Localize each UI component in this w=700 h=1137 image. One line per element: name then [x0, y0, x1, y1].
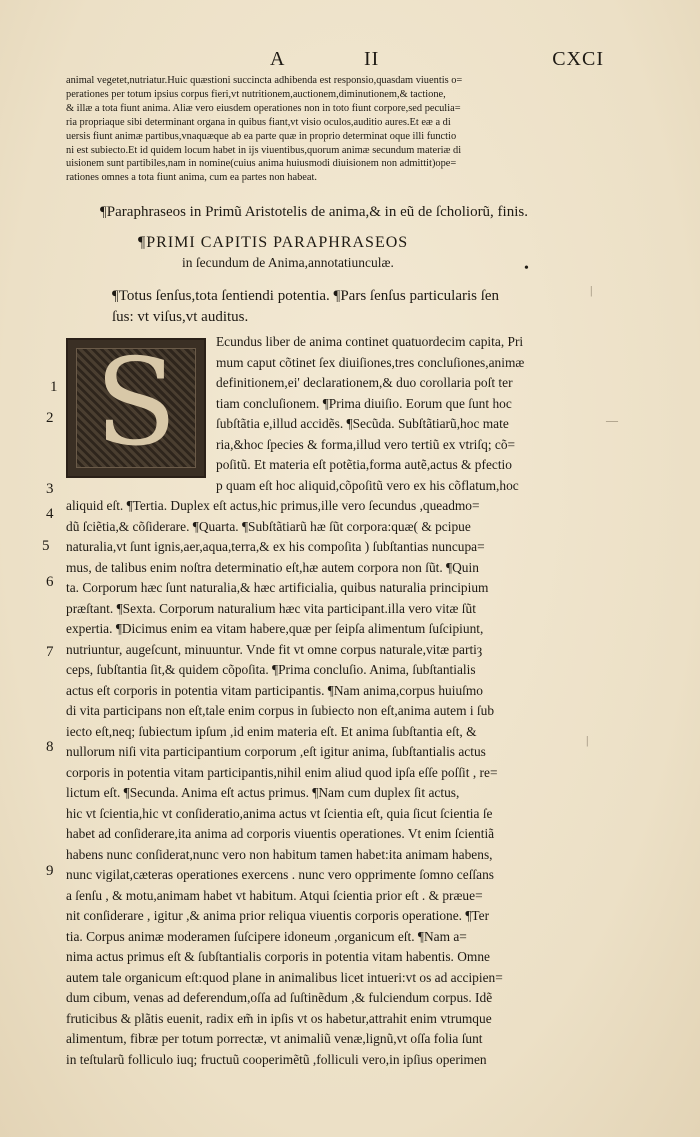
folio-number: CXCI: [552, 48, 604, 70]
body-line: habens nunc conſiderat,nunc vero non habitum tamen habet:ita animam habens,: [66, 846, 493, 862]
margin-number: 5: [42, 538, 50, 554]
margin-number: 7: [46, 644, 54, 660]
finis-line: ¶Paraphraseos in Primũ Aristotelis de anima,& in eũ de ſcholiorũ, finis.: [100, 204, 528, 220]
text-line: animal vegetet,nutriatur.Huic quæstioni succincta adhibenda est responsio,quasdam viuentis o=: [66, 75, 463, 86]
body-line: poſitũ. Et materia eſt potẽtia,forma autẽ,actus & pfectio: [216, 457, 512, 472]
body-line: mum caput cõtinet ſex diuiſiones,tres concluſiones,animæ: [216, 354, 525, 370]
pilcrow-icon: ¶: [100, 204, 107, 220]
section-title: ¶PRIMI CAPITIS PARAPHRASEOS: [138, 234, 409, 251]
body-line: ria,&hoc ſpecies & forma,illud vero tertiũ ex vtriſq; cõ=: [216, 436, 516, 452]
body-line: expertia. ¶Dicimus enim ea vitam habere,quæ per ſeipſa alimentum ſuſcipiunt,: [66, 621, 484, 636]
body-line: tia. Corpus animæ moderamen ſuſcipere idoneum ,organicum eſt. ¶Nam a=: [66, 928, 467, 944]
margin-number: 8: [46, 739, 54, 755]
margin-mark: |: [590, 283, 593, 297]
body-line: iecto eſt,neq; ſubiectum ipſum ,id enim materia eſt. Et anima ſubſtantia eſt, &: [66, 723, 477, 739]
body-line: Ecundus liber de anima continet quatuordecim capita, Pri: [216, 334, 524, 349]
text-line: ria propriaque sibi determinant organa in quibus fiant,vt visio oculos,auditio aures.Et eæ a di: [66, 116, 451, 128]
top-paragraph: [66, 74, 606, 185]
body-line: definitionem,ei' declarationem,& duo corollaria poſt ter: [216, 375, 513, 390]
note-line: ¶Totus ſenſus,tota ſentiendi potentia. ¶Pars ſenſus particularis ſen: [112, 288, 500, 304]
body-line: actus eſt corporis in potentia vitam participantis. ¶Nam anima,corpus huiuſmo: [66, 682, 483, 698]
margin-mark: |: [586, 733, 589, 747]
body-line: alimentum, fibræ per totum porrectæ, vt animaliũ venæ,lignũ,vt oſſa folia ſunt: [66, 1031, 483, 1046]
body-line: di vita participans non eſt,tale enim corpus in ſubiecto non eſt,anima autem i ſub: [66, 703, 495, 718]
note-line: ſus: vt viſus,vt auditus.: [112, 309, 249, 325]
body-line: ceps, ſubſtantia ſit,& quidem cõpoſita. ¶Prima concluſio. Anima, ſubſtantialis: [66, 662, 476, 677]
text-line: perationes per totum ipsius corpus fieri,vt nutritionem,auctionem,diminutionem,& tactione,: [66, 88, 446, 100]
body-line: ta. Corporum hæc ſunt naturalia,& hæc artificialia, quibus naturalia principium: [66, 580, 489, 595]
body-line: aliquid eſt. ¶Tertia. Duplex eſt actus,hic primus,ille vero ſecundus ,queadmo=: [66, 498, 480, 513]
body-line: autem tale organicum eſt:quod plane in animalibus licet intueri:vt os ad accipien=: [66, 969, 503, 985]
body-line: nunc vigilat,cæteras operationes exercens . nunc vero opprimente ſomno ceſſans: [66, 867, 494, 882]
text-line: uersis fiunt animæ partibus,vnaquæque ab ea parte quæ in proprio determinat oque illi functio: [66, 130, 457, 142]
margin-mark: —: [606, 413, 618, 427]
body-line: in teſtularũ folliculo iuq; fructuũ cooperimẽtũ ,folliculi vero,in ipſius operimen: [66, 1051, 487, 1067]
body-line: hic vt ſcientia,hic vt conſideratio,anima actus vt ſcientia eſt, quia ſicut ſcientia ſe: [66, 805, 493, 821]
ink-dot: •: [524, 261, 529, 276]
initial-letter: S: [94, 334, 178, 473]
main-text: [66, 332, 611, 1070]
margin-number: 2: [46, 410, 54, 426]
body-line: tiam concluſionem. ¶Prima diuiſio. Eorum que ſunt hoc: [216, 395, 512, 411]
body-line: fruticibus & plãtis euenit, radix em̃ in ipſis vt os habetur,attrahit enim vtrumque: [66, 1010, 492, 1026]
margin-number: 6: [46, 574, 54, 590]
margin-number: 4: [46, 506, 54, 522]
margin-number: 9: [46, 863, 54, 879]
body-line: corporis in potentia vitam participantis,nihil enim aliud quod ipſa eſſe poſſit , re=: [66, 764, 498, 780]
text-line: rationes omnes a tota fiunt anima, cum ea partes non habeat.: [66, 172, 318, 184]
body-line: a ſenſu , & motu,animam habet vt habitum. Atqui ſcientia prior eſt . & præue=: [66, 887, 483, 903]
body-line: nima actus primus eſt & ſubſtantialis corporis in potentia vitam habentis. Omne: [66, 949, 490, 964]
running-header: [270, 48, 604, 72]
section-subtitle: in ſecundum de Anima,annotatiunculæ.: [182, 255, 394, 270]
annotation-notes: [112, 286, 572, 328]
text-line: uisionem sunt partibiles,nam in nomine(cuius anima huiusmodi diuisionem non admittit)ope=: [66, 158, 457, 170]
body-line: dũ ſciẽtia,& cõſiderare. ¶Quarta. ¶Subſtãtiarũ hæ ſũt corpora:quæ( & pcipue: [66, 518, 471, 534]
body-line: nit conſiderare , igitur ,& anima prior reliqua viuentis corporis operatione. ¶Ter: [66, 908, 490, 923]
margin-number: 1: [50, 379, 58, 395]
body-line: ſubſtãtia e,illud accidẽs. ¶Secũda. Subſtãtiarũ,hoc mate: [216, 416, 509, 431]
body-line: dum cibum, venas ad deferendum,oſſa ad ſuſtinẽdum ,& fulciendum corpus. Idẽ: [66, 990, 493, 1005]
body-line: p quam eſt hoc aliquid,cõpoſitũ vero ex his cõflatum,hoc: [216, 477, 519, 493]
quire-number: II: [364, 48, 380, 70]
body-line: præſtant. ¶Sexta. Corporum naturalium hæc vita participant.illa vero vitæ ſũt: [66, 600, 476, 616]
signature-mark: A: [270, 48, 286, 70]
body-line: habet ad conſiderare,ita anima ad corporis viuentis operationes. Vt enim ſcientiã: [66, 826, 495, 841]
body-line: nutriuntur, augeſcunt, minuuntur. Vnde fit vt omne corpus naturale,vitæ partiȝ: [66, 641, 483, 657]
body-line: nullorum niſi vita participantium corporum ,eſt igitur anima, ſubſtantialis actus: [66, 744, 486, 759]
text-line: & illæ a tota fiunt anima. Aliæ vero eiusdem operationes non in toto fiunt corpore,sed peculia=: [66, 102, 461, 114]
text-line: ni est subiecto.Et id quidem locum habet in ijs viuentibus,quorum animæ secundum materiæ di: [66, 144, 462, 156]
pilcrow-icon: ¶: [138, 234, 147, 251]
margin-number: 3: [46, 481, 54, 497]
pilcrow-icon: ¶: [112, 288, 119, 304]
body-line: naturalia,vt ſunt ignis,aer,aqua,terra,& ex his compoſita ) ſubſtantias nuncupa=: [66, 539, 485, 554]
body-line: lictum eſt. ¶Secunda. Anima eſt actus primus. ¶Nam cum duplex ſit actus,: [66, 785, 460, 800]
body-line: mus, de talibus enim noſtra determinatio eſt,hæ autem corpora non ſũt. ¶Quin: [66, 559, 479, 575]
